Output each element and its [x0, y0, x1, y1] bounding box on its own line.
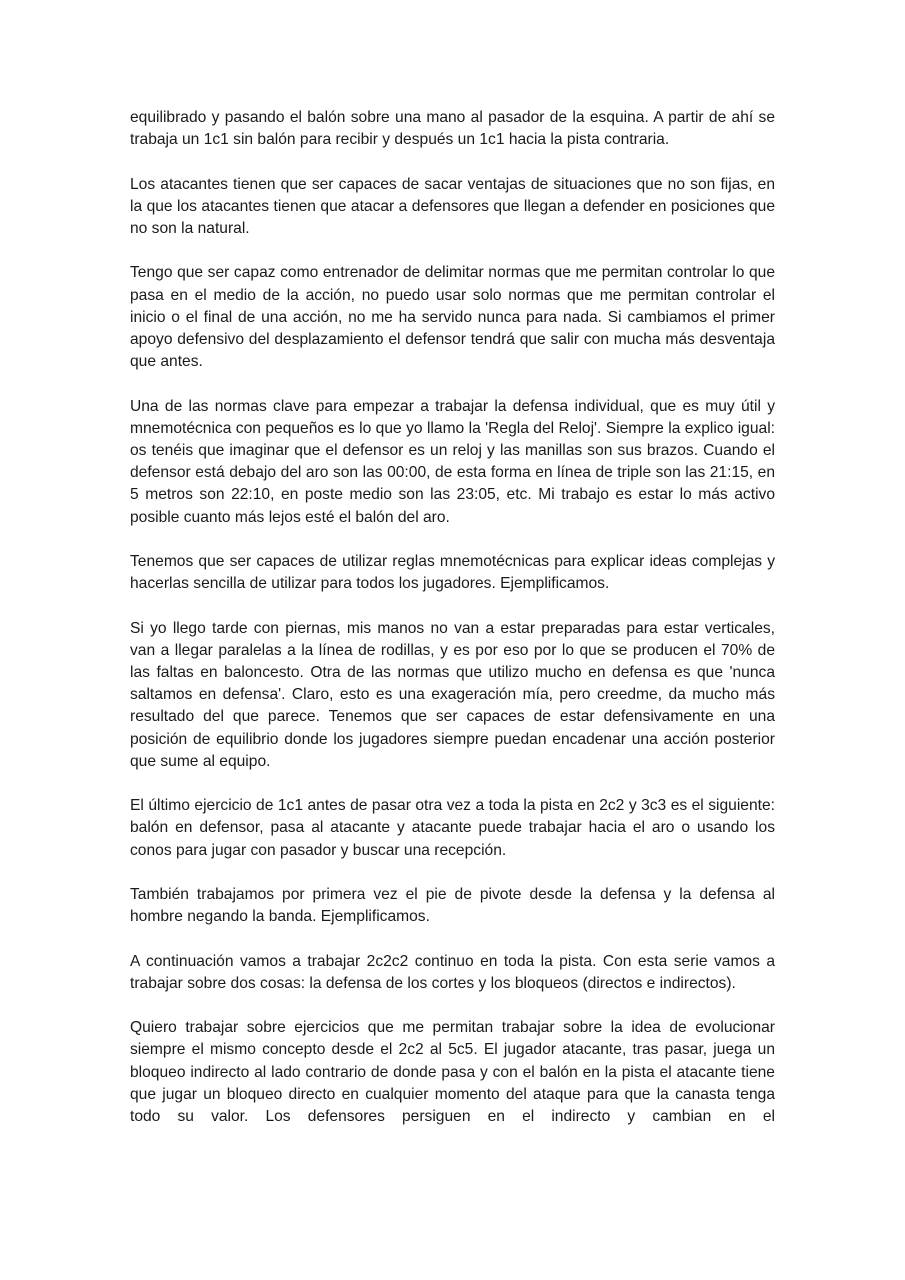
paragraph: También trabajamos por primera vez el pie de pivote desde la defensa y la defensa al hombre negando la banda. Ejemplificamos.	[130, 886, 775, 926]
paragraph: Tengo que ser capaz como entrenador de delimitar normas que me permitan controlar lo que pasa en el medio de la acción, no puedo usar solo normas que me permitan controlar el inicio o el final de una acción, no me ha servido nunca para nada. Si cambiamos el primer apoyo defensivo del desplazamiento el defensor tendrá que salir con mucha más desventaja que antes.	[130, 264, 775, 371]
paragraph: Los atacantes tienen que ser capaces de sacar ventajas de situaciones que no son fijas, en la que los atacantes tienen que atacar a defensores que llegan a defender en posiciones que no son la natural.	[130, 175, 775, 237]
paragraph: Quiero trabajar sobre ejercicios que me permitan trabajar sobre la idea de evolucionar siempre el mismo concepto desde el 2c2 al 5c5. El jugador atacante, tras pasar, juega un bloqueo indirecto al lado contrario de donde pasa y con el balón en la pista el atacante tiene que jugar un bloqueo directo en cualquier momento del ataque para que la canasta tenga todo su valor. Los defensores persiguen en el indirecto y cambian en el	[130, 1019, 775, 1125]
paragraph: El último ejercicio de 1c1 antes de pasar otra vez a toda la pista en 2c2 y 3c3 es el siguiente: balón en defensor, pasa al atacante y atacante puede trabajar hacia el aro o usando los conos para jugar con pasador y buscar una recepción.	[130, 797, 775, 859]
paragraph: equilibrado y pasando el balón sobre una mano al pasador de la esquina. A partir de ahí se trabaja un 1c1 sin balón para recibir y después un 1c1 hacia la pista contraria.	[130, 109, 775, 149]
document-body	[130, 107, 775, 1128]
paragraph: Una de las normas clave para empezar a trabajar la defensa individual, que es muy útil y mnemotécnica con pequeños es lo que yo llamo la 'Regla del Reloj'. Siempre la explico igual: os tenéis que imaginar que el defensor es un reloj y las manillas son sus brazos. Cuando el defensor está debajo del aro son las 00:00, de esta forma en línea de triple son las 21:15, en 5 metros son 22:10, en poste medio son las 23:05, etc. Mi trabajo es estar lo más activo posible cuanto más lejos esté el balón del aro.	[130, 397, 775, 526]
paragraph: A continuación vamos a trabajar 2c2c2 continuo en toda la pista. Con esta serie vamos a trabajar sobre dos cosas: la defensa de los cortes y los bloqueos (directos e indirectos).	[130, 952, 775, 992]
paragraph: Tenemos que ser capaces de utilizar reglas mnemotécnicas para explicar ideas complejas y hacerlas sencilla de utilizar para todos los jugadores. Ejemplificamos.	[130, 553, 775, 593]
paragraph: Si yo llego tarde con piernas, mis manos no van a estar preparadas para estar verticales, van a llegar paralelas a la línea de rodillas, y es por eso por lo que se producen el 70% de las faltas en baloncesto. Otra de las normas que utilizo mucho en defensa es que 'nunca saltamos en defensa'. Claro, esto es una exageración mía, pero creedme, da mucho más resultado del que parece. Tenemos que ser capaces de estar defensivamente en una posición de equilibrio donde los jugadores siempre puedan encadenar una acción posterior que sume al equipo.	[130, 619, 775, 770]
